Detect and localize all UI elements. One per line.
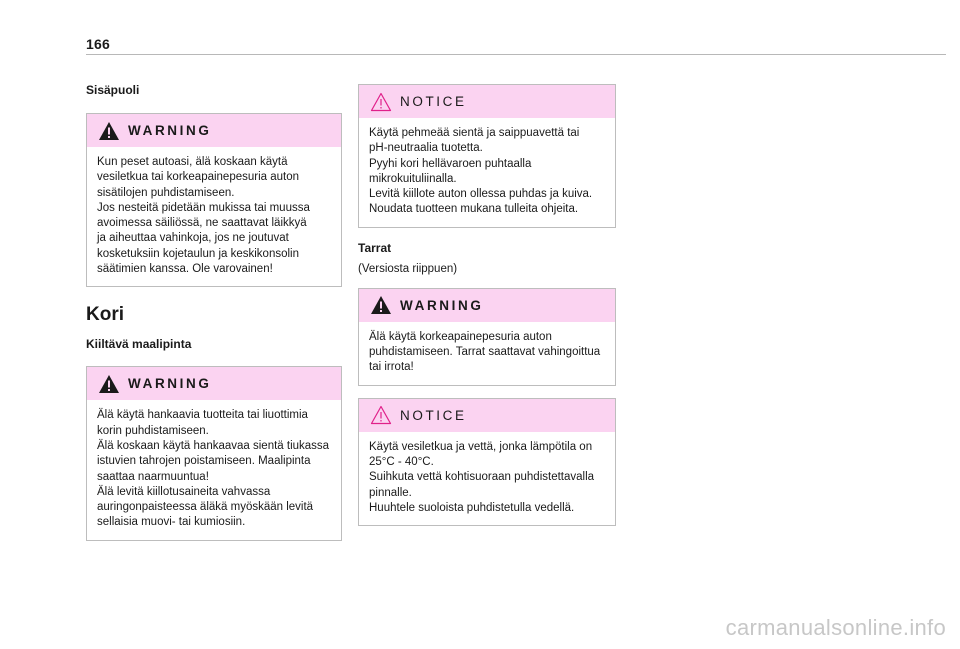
text-line: Noudata tuotteen mukana tulleita ohjeita. bbox=[369, 203, 579, 216]
text-line: Älä käytä korkeapainepesuria auton bbox=[369, 330, 552, 343]
warning-header bbox=[87, 114, 341, 147]
text-line: Levitä kiillote auton ollessa puhdas ja kuiva. bbox=[369, 188, 593, 201]
notice-triangle-icon bbox=[370, 405, 392, 425]
warning-header bbox=[359, 289, 615, 322]
text-line: Jos nesteitä pidetään mukissa tai muussa bbox=[97, 201, 310, 214]
watermark: carmanualsonline.info bbox=[725, 615, 946, 640]
text-line: puhdistamiseen. Tarrat saattavat vahingoittua bbox=[369, 346, 601, 359]
section-title-kori: Kori bbox=[86, 304, 124, 326]
text-line: pH-neutraalia tuotetta. bbox=[369, 142, 483, 155]
notice-title: NOTICE bbox=[400, 407, 467, 423]
heading-paint: Kiiltävä maalipinta bbox=[86, 337, 192, 352]
notice-box-decals bbox=[358, 398, 616, 526]
text-line: säätimien kanssa. Ole varovainen! bbox=[97, 263, 273, 276]
decals-note: (Versiosta riippuen) bbox=[358, 262, 458, 275]
text-line: Älä koskaan käytä hankaavaa sientä tiukassa bbox=[97, 439, 330, 452]
text-line: Käytä pehmeää sientä ja saippuavettä tai bbox=[369, 127, 580, 139]
text-line: sellaisia muovi- tai kumiosiin. bbox=[97, 516, 246, 529]
warning-box-interior bbox=[86, 113, 342, 287]
text-line: ja aiheuttaa vahinkoja, jos ne joutuvat bbox=[97, 232, 289, 245]
text-line: sisätilojen puhdistamiseen. bbox=[97, 186, 235, 199]
text-line: saattaa naarmuuntua! bbox=[97, 470, 209, 483]
warning-box-paint bbox=[86, 366, 342, 540]
text-line: Kun peset autoasi, älä koskaan käytä bbox=[97, 156, 288, 168]
warning-text bbox=[87, 147, 341, 286]
page-number: 166 bbox=[86, 36, 110, 52]
notice-triangle-icon bbox=[370, 92, 392, 112]
text-line: avoimessa säiliössä, ne saattavat läikkyä bbox=[97, 217, 307, 230]
text-line: kosketuksiin kojetaulun ja keskikonsolin bbox=[97, 247, 299, 260]
warning-text bbox=[359, 322, 615, 385]
warning-title: WARNING bbox=[400, 297, 484, 313]
text-line: auringonpaisteessa äläkä myöskään levitä bbox=[97, 501, 314, 514]
text-line: Pyyhi kori hellävaroen puhtaalla bbox=[369, 157, 532, 170]
left-column bbox=[86, 82, 342, 541]
top-divider bbox=[86, 54, 946, 55]
warning-box-decals bbox=[358, 288, 616, 386]
text-line: Käytä vesiletkua ja vettä, jonka lämpötila on bbox=[369, 440, 593, 453]
text-line: tai irrota! bbox=[369, 361, 414, 374]
text-line: 25°C - 40°C. bbox=[369, 455, 434, 468]
notice-title: NOTICE bbox=[400, 94, 467, 109]
text-line: pinnalle. bbox=[369, 486, 412, 499]
heading-interior: Sisäpuoli bbox=[86, 83, 140, 97]
warning-title: WARNING bbox=[128, 123, 212, 138]
middle-column bbox=[358, 84, 616, 526]
text-line: Huuhtele suoloista puhdistetulla vedellä. bbox=[369, 501, 575, 514]
warning-header bbox=[87, 367, 341, 400]
notice-text bbox=[359, 118, 615, 227]
heading-decals: Tarrat bbox=[358, 240, 392, 255]
text-line: Älä levitä kiillotusaineita vahvassa bbox=[97, 485, 271, 498]
warning-triangle-icon bbox=[98, 374, 120, 394]
text-line: Älä käytä hankaavia tuotteita tai liuottimia bbox=[97, 409, 308, 422]
warning-triangle-icon bbox=[370, 295, 392, 315]
text-line: Suihkuta vettä kohtisuoraan puhdistettavalla bbox=[369, 471, 595, 484]
notice-header bbox=[359, 85, 615, 118]
text-line: vesiletkua tai korkeapainepesuria auton bbox=[97, 171, 300, 184]
text-line: istuvien tahrojen poistamiseen. Maalipinta bbox=[97, 455, 311, 468]
notice-text bbox=[359, 432, 615, 525]
warning-text bbox=[87, 400, 341, 539]
notice-box-paint bbox=[358, 84, 616, 228]
text-line: mikrokuituliinalla. bbox=[369, 172, 457, 185]
text-line: korin puhdistamiseen. bbox=[97, 424, 209, 437]
notice-header bbox=[359, 399, 615, 432]
warning-title: WARNING bbox=[128, 376, 212, 392]
warning-triangle-icon bbox=[98, 121, 120, 141]
